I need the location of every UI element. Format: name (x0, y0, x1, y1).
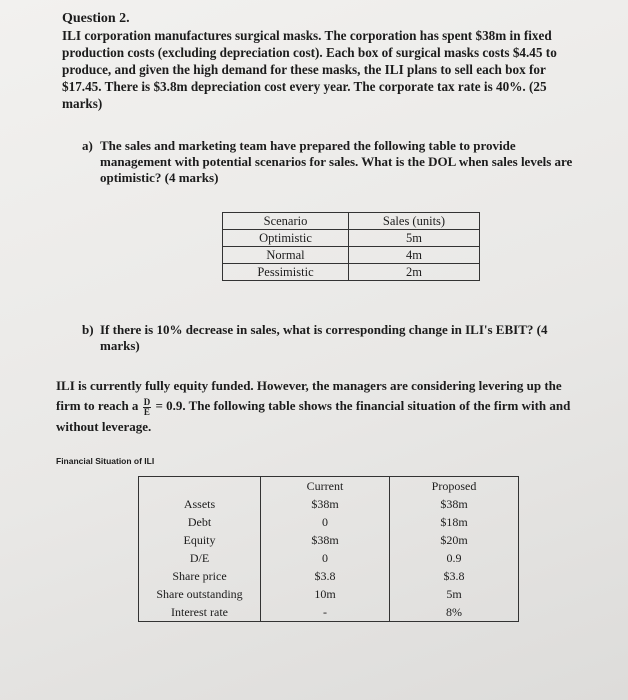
table-cell: 2m (349, 264, 480, 281)
table-cell: 0 (261, 549, 390, 567)
table-row (139, 585, 519, 603)
table-row (223, 247, 480, 264)
table-cell: 10m (261, 585, 390, 603)
table-row (139, 531, 519, 549)
table-cell: $20m (390, 531, 519, 549)
table-cell: Debt (139, 513, 261, 531)
table-header-row (223, 213, 480, 230)
table-cell: 5m (390, 585, 519, 603)
table-cell: 4m (349, 247, 480, 264)
table-row (139, 567, 519, 585)
scenario-table (222, 212, 480, 281)
part-a-text: The sales and marketing team have prepared the following table to provide management with potential scenarios for sales. What is the DOL when sales levels are optimistic? (4 marks) (100, 138, 573, 185)
table-header: Scenario (223, 213, 349, 230)
table-cell: Assets (139, 495, 261, 513)
table-cell: $38m (261, 531, 390, 549)
table-cell: Interest rate (139, 603, 261, 622)
table-cell: 0.9 (390, 549, 519, 567)
table-cell: Pessimistic (223, 264, 349, 281)
table-cell: 0 (261, 513, 390, 531)
table-cell: Normal (223, 247, 349, 264)
table-row (139, 549, 519, 567)
table-cell: Share price (139, 567, 261, 585)
part-b-label: b) (82, 322, 94, 337)
table-header: Current (261, 477, 390, 496)
part-a (82, 138, 582, 186)
table-row (139, 603, 519, 622)
financial-table-title: Financial Situation of ILI (56, 456, 155, 466)
part-b-text: If there is 10% decrease in sales, what is corresponding change in ILI's EBIT? (4 marks) (100, 322, 548, 353)
table-header: Proposed (390, 477, 519, 496)
financial-table (138, 476, 519, 622)
table-header (139, 477, 261, 496)
table-cell: D/E (139, 549, 261, 567)
table-row (139, 495, 519, 513)
part-a-label: a) (82, 138, 93, 153)
table-cell: - (261, 603, 390, 622)
table-cell: $38m (390, 495, 519, 513)
table-cell: Share outstanding (139, 585, 261, 603)
table-row (223, 264, 480, 281)
table-cell: Equity (139, 531, 261, 549)
question-intro (62, 10, 582, 112)
leverage-text-before: ILI is currently fully equity funded. However, the managers are considering levering up the firm to reach a (56, 378, 562, 413)
fraction-numerator: D (143, 396, 151, 407)
table-row (223, 230, 480, 247)
table-cell: 5m (349, 230, 480, 247)
table-cell: $3.8 (390, 567, 519, 585)
table-cell: Optimistic (223, 230, 349, 247)
leverage-text-after: = 0.9. The following table shows the financial situation of the firm with and without leverage. (56, 398, 571, 434)
leverage-paragraph (56, 376, 586, 437)
table-cell: $18m (390, 513, 519, 531)
question-title: Question 2. (62, 11, 130, 26)
table-cell: $3.8 (261, 567, 390, 585)
part-b (82, 322, 582, 354)
question-intro-text: ILI corporation manufactures surgical masks. The corporation has spent $38m in fixed production costs (excluding depreciation cost). Each box of surgical masks costs $4.45 to produce, and given the high demand for these masks, the ILI plans to sell each box for $17.45. There is $3.8m depreciation cost every year. The corporate tax rate is 40%. (25 marks) (62, 28, 557, 111)
table-row (139, 513, 519, 531)
table-cell: 8% (390, 603, 519, 622)
table-header-row (139, 477, 519, 496)
table-header: Sales (units) (349, 213, 480, 230)
table-cell: $38m (261, 495, 390, 513)
d-over-e-fraction (143, 398, 152, 417)
fraction-denominator: E (143, 406, 150, 417)
